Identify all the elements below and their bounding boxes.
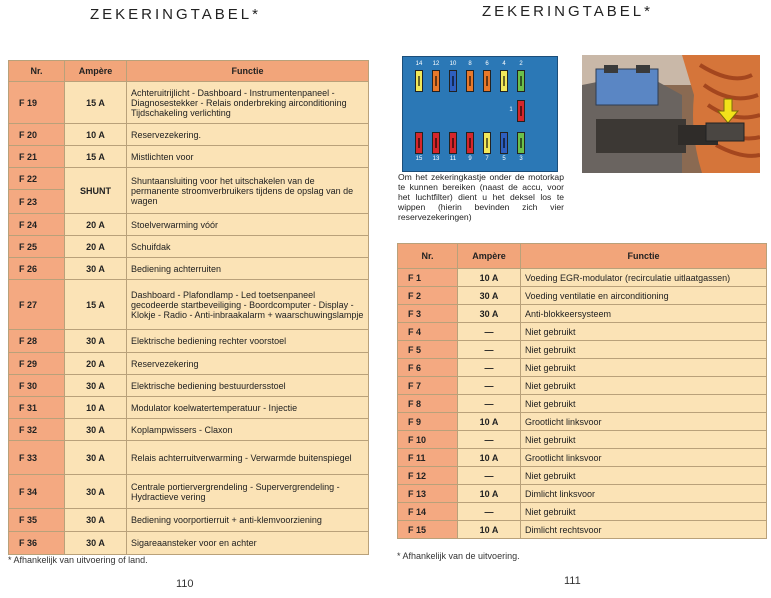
fuse-function: Elektrische bediening bestuurdersstoel bbox=[127, 375, 369, 397]
table-row bbox=[398, 359, 767, 377]
table-row bbox=[398, 503, 767, 521]
fuse-function: Grootlicht linksvoor bbox=[521, 449, 767, 467]
fuse-function: Stoelverwarming vóór bbox=[127, 214, 369, 236]
fuse-ampere: 10 A bbox=[458, 269, 521, 287]
fuse-number: F 13 bbox=[398, 485, 458, 503]
fuse-number: F 22 bbox=[9, 168, 65, 190]
table-row bbox=[9, 236, 369, 258]
fuse-ampere: 10 A bbox=[458, 485, 521, 503]
table-row bbox=[398, 521, 767, 539]
table-row bbox=[9, 441, 369, 475]
fuse-slot-label: 9 bbox=[468, 156, 472, 162]
fuse-slot bbox=[415, 132, 423, 154]
fuse-number: F 11 bbox=[398, 449, 458, 467]
table-row bbox=[398, 485, 767, 503]
fuse-ampere: — bbox=[458, 395, 521, 413]
fuse-number: F 20 bbox=[9, 124, 65, 146]
fuse-ampere: — bbox=[458, 503, 521, 521]
fuse-number: F 31 bbox=[9, 397, 65, 419]
fuse-slot bbox=[449, 132, 457, 154]
footnote: * Afhankelijk van uitvoering of land. bbox=[8, 555, 148, 565]
fuse-slot bbox=[449, 70, 457, 92]
col-header-functie: Functie bbox=[127, 61, 369, 82]
fuse-slot-label: 10 bbox=[449, 61, 457, 67]
fuse-ampere: 30 A bbox=[458, 305, 521, 323]
fuse-number: F 36 bbox=[9, 532, 65, 555]
table-row bbox=[9, 168, 369, 190]
table-row bbox=[9, 214, 369, 236]
fuse-function: Modulator koelwatertemperatuur - Injectie bbox=[127, 397, 369, 419]
fuse-ampere: 20 A bbox=[65, 214, 127, 236]
page-title: ZEKERINGTABEL* bbox=[90, 6, 261, 23]
fuse-ampere: 15 A bbox=[65, 82, 127, 124]
fuse-function: Niet gebruikt bbox=[521, 341, 767, 359]
fuse-function: Niet gebruikt bbox=[521, 431, 767, 449]
fuse-function: Achteruitrijlicht - Dashboard - Instrumentenpaneel - Diagnosestekker - Relais onderbreking airconditioning Tijdschakeling verlichting bbox=[127, 82, 369, 124]
fuse-slot-label: 2 bbox=[519, 61, 523, 67]
fuse-number: F 34 bbox=[9, 475, 65, 509]
fuse-number: F 3 bbox=[398, 305, 458, 323]
col-header-functie: Functie bbox=[521, 244, 767, 269]
fuse-function: Bediening achterruiten bbox=[127, 258, 369, 280]
fuse-ampere: — bbox=[458, 359, 521, 377]
fuse-number: F 15 bbox=[398, 521, 458, 539]
table-row bbox=[9, 532, 369, 555]
fuse-number: F 33 bbox=[9, 441, 65, 475]
fuse-function: Niet gebruikt bbox=[521, 467, 767, 485]
fuse-ampere: — bbox=[458, 341, 521, 359]
fuse-number: F 1 bbox=[398, 269, 458, 287]
fuse-slot bbox=[415, 70, 423, 92]
table-row bbox=[398, 269, 767, 287]
fuse-function: Shuntaansluiting voor het uitschakelen van de permanente stroomverbruikers tijdens de opslag van de wagen bbox=[127, 168, 369, 214]
fuse-number: F 2 bbox=[398, 287, 458, 305]
fuse-function: Mistlichten voor bbox=[127, 146, 369, 168]
table-row bbox=[9, 280, 369, 330]
fuse-ampere: 10 A bbox=[65, 397, 127, 419]
engine-bay-photo bbox=[582, 55, 760, 173]
fuse-slot bbox=[517, 132, 525, 154]
fuse-number: F 19 bbox=[9, 82, 65, 124]
fuse-number: F 26 bbox=[9, 258, 65, 280]
table-row bbox=[9, 419, 369, 441]
fuse-function: Centrale portiervergrendeling - Supervergrendeling - Hydractieve vering bbox=[127, 475, 369, 509]
fuse-ampere: 10 A bbox=[458, 521, 521, 539]
table-row bbox=[398, 341, 767, 359]
fuse-ampere: 30 A bbox=[65, 375, 127, 397]
fuse-function: Voeding ventilatie en airconditioning bbox=[521, 287, 767, 305]
table-row bbox=[398, 413, 767, 431]
table-row bbox=[398, 287, 767, 305]
engine-photo-illustration bbox=[582, 55, 760, 173]
fuse-function: Bediening voorportierruit + anti-klemvoorziening bbox=[127, 509, 369, 532]
fuse-function: Elektrische bediening rechter voorstoel bbox=[127, 330, 369, 353]
fuse-slot bbox=[466, 70, 474, 92]
fuse-function: Dimlicht rechtsvoor bbox=[521, 521, 767, 539]
fuse-ampere: 30 A bbox=[65, 330, 127, 353]
fuse-number: F 35 bbox=[9, 509, 65, 532]
fuse-function: Niet gebruikt bbox=[521, 323, 767, 341]
fuse-function: Anti-blokkeersysteem bbox=[521, 305, 767, 323]
fuse-ampere: 15 A bbox=[65, 146, 127, 168]
table-row bbox=[9, 124, 369, 146]
fuse-number: F 32 bbox=[9, 419, 65, 441]
fuse-ampere: — bbox=[458, 377, 521, 395]
col-header-ampere: Ampère bbox=[458, 244, 521, 269]
table-row bbox=[9, 330, 369, 353]
fuse-slot-label: 6 bbox=[485, 61, 489, 67]
fuse-function: Dimlicht linksvoor bbox=[521, 485, 767, 503]
table-row bbox=[398, 323, 767, 341]
fuse-slot bbox=[517, 100, 525, 122]
table-row bbox=[9, 475, 369, 509]
fuse-ampere: SHUNT bbox=[65, 168, 127, 214]
fuse-number: F 28 bbox=[9, 330, 65, 353]
fuse-slot-label: 12 bbox=[432, 61, 440, 67]
fuse-number: F 25 bbox=[9, 236, 65, 258]
fusebox-caption: Om het zekeringkastje onder de motorkap te kunnen bereiken (naast de accu, voor het luchtfilter) dient u het deksel los te wippen (hierin bevinden zich vier reservezekeringen) bbox=[398, 172, 564, 222]
fuse-function: Niet gebruikt bbox=[521, 395, 767, 413]
fuse-ampere: 30 A bbox=[65, 509, 127, 532]
fuse-function: Relais achterruitverwarming - Verwarmde buitenspiegel bbox=[127, 441, 369, 475]
fuse-ampere: 10 A bbox=[458, 449, 521, 467]
fuse-slot bbox=[432, 70, 440, 92]
fuse-slot-label: 4 bbox=[502, 61, 506, 67]
fuse-table-right bbox=[397, 243, 767, 539]
table-row bbox=[9, 146, 369, 168]
fuse-slot bbox=[500, 132, 508, 154]
fuse-slot bbox=[483, 70, 491, 92]
fuse-slot bbox=[432, 132, 440, 154]
page-title: ZEKERINGTABEL* bbox=[482, 3, 653, 20]
fusebox-diagram bbox=[402, 56, 558, 172]
table-row bbox=[9, 258, 369, 280]
fuse-ampere: — bbox=[458, 467, 521, 485]
fuse-ampere: 30 A bbox=[65, 258, 127, 280]
fuse-number: F 24 bbox=[9, 214, 65, 236]
fuse-function: Reservezekering bbox=[127, 353, 369, 375]
fuse-function: Niet gebruikt bbox=[521, 503, 767, 521]
fuse-ampere: 30 A bbox=[65, 419, 127, 441]
fuse-slot-label: 15 bbox=[415, 156, 423, 162]
left-page bbox=[0, 0, 385, 598]
table-row bbox=[398, 467, 767, 485]
fuse-table-left bbox=[8, 60, 369, 555]
table-row bbox=[398, 305, 767, 323]
fuse-function: Niet gebruikt bbox=[521, 359, 767, 377]
fuse-ampere: 20 A bbox=[65, 236, 127, 258]
fuse-ampere: — bbox=[458, 323, 521, 341]
fuse-slot-label: 1 bbox=[509, 107, 513, 113]
fuse-slot bbox=[483, 132, 491, 154]
fuse-function: Voeding EGR-modulator (recirculatie uitlaatgassen) bbox=[521, 269, 767, 287]
fuse-function: Sigareaansteker voor en achter bbox=[127, 532, 369, 555]
fuse-number: F 8 bbox=[398, 395, 458, 413]
fuse-ampere: 20 A bbox=[65, 353, 127, 375]
fuse-function: Koplampwissers - Claxon bbox=[127, 419, 369, 441]
table-row bbox=[398, 449, 767, 467]
fuse-ampere: 10 A bbox=[458, 413, 521, 431]
fuse-slot-label: 3 bbox=[519, 156, 523, 162]
fuse-function: Dashboard - Plafondlamp - Led toetsenpaneel gecodeerde startbeveiliging - Boordcomputer - Display - Klokje - Radio - Anti-inbraakalarm + waarschuwingslampje bbox=[127, 280, 369, 330]
fuse-function: Reservezekering. bbox=[127, 124, 369, 146]
fuse-number: F 30 bbox=[9, 375, 65, 397]
fuse-number: F 7 bbox=[398, 377, 458, 395]
fuse-number: F 12 bbox=[398, 467, 458, 485]
col-header-nr: Nr. bbox=[398, 244, 458, 269]
fuse-ampere: 30 A bbox=[65, 532, 127, 555]
fuse-number: F 6 bbox=[398, 359, 458, 377]
page-number: 110 bbox=[176, 578, 194, 590]
footnote: * Afhankelijk van de uitvoering. bbox=[397, 551, 520, 561]
fuse-number: F 27 bbox=[9, 280, 65, 330]
fuse-number: F 5 bbox=[398, 341, 458, 359]
fuse-number: F 23 bbox=[9, 190, 65, 214]
fuse-ampere: 15 A bbox=[65, 280, 127, 330]
fuse-number: F 21 bbox=[9, 146, 65, 168]
fuse-slot bbox=[500, 70, 508, 92]
fuse-slot bbox=[517, 70, 525, 92]
fuse-ampere: 10 A bbox=[65, 124, 127, 146]
page-number: 111 bbox=[564, 575, 581, 587]
fuse-ampere: 30 A bbox=[65, 475, 127, 509]
table-row bbox=[9, 82, 369, 124]
fuse-function: Schuifdak bbox=[127, 236, 369, 258]
fuse-slot-label: 13 bbox=[432, 156, 440, 162]
fuse-slot-label: 14 bbox=[415, 61, 423, 67]
fuse-ampere: 30 A bbox=[65, 441, 127, 475]
fuse-ampere: — bbox=[458, 431, 521, 449]
col-header-nr: Nr. bbox=[9, 61, 65, 82]
fuse-number: F 4 bbox=[398, 323, 458, 341]
table-row bbox=[9, 353, 369, 375]
table-row bbox=[9, 397, 369, 419]
fuse-slot-label: 11 bbox=[449, 156, 457, 162]
table-row bbox=[9, 509, 369, 532]
fuse-number: F 9 bbox=[398, 413, 458, 431]
col-header-ampere: Ampère bbox=[65, 61, 127, 82]
fuse-slot bbox=[466, 132, 474, 154]
fuse-function: Niet gebruikt bbox=[521, 377, 767, 395]
fuse-number: F 10 bbox=[398, 431, 458, 449]
table-row bbox=[398, 431, 767, 449]
fuse-slot-label: 5 bbox=[502, 156, 506, 162]
right-page bbox=[386, 0, 771, 598]
table-row bbox=[9, 375, 369, 397]
fuse-number: F 14 bbox=[398, 503, 458, 521]
fuse-slot-label: 7 bbox=[485, 156, 489, 162]
fuse-slot-label: 8 bbox=[468, 61, 472, 67]
fuse-function: Grootlicht linksvoor bbox=[521, 413, 767, 431]
table-row bbox=[398, 395, 767, 413]
table-row bbox=[398, 377, 767, 395]
fuse-ampere: 30 A bbox=[458, 287, 521, 305]
fuse-number: F 29 bbox=[9, 353, 65, 375]
